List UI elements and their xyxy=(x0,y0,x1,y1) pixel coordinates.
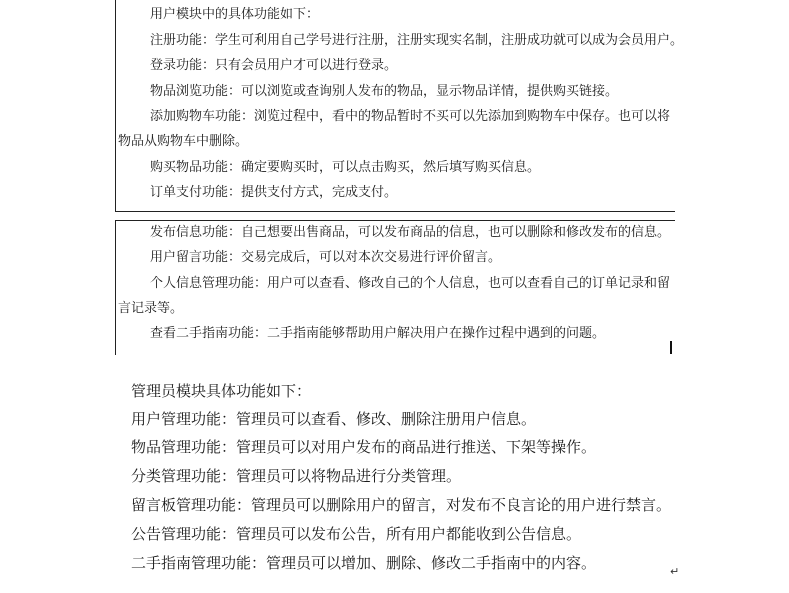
admin-message-board-mgmt: 留言板管理功能：管理员可以删除用户的留言，对发布不良言论的用户进行禁言。 xyxy=(131,496,672,514)
profile-feature: 个人信息管理功能：用户可以查看、修改自己的个人信息，也可以查看自己的订单记录和留 xyxy=(150,276,671,291)
text-cursor xyxy=(670,341,672,354)
browse-feature: 物品浏览功能：可以浏览或查询别人发布的物品，显示物品详情，提供购买链接。 xyxy=(150,84,619,99)
order-pay-feature: 订单支付功能：提供支付方式，完成支付。 xyxy=(150,185,398,200)
add-cart-feature: 添加购物车功能：浏览过程中，看中的物品暂时不买可以先添加到购物车中保存。也可以将 xyxy=(150,109,671,124)
user-module-block xyxy=(115,0,675,212)
admin-item-mgmt: 物品管理功能：管理员可以对用户发布的商品进行推送、下架等操作。 xyxy=(131,438,597,456)
user-module-heading: 用户模块中的具体功能如下： xyxy=(150,7,320,22)
register-feature: 注册功能：学生可利用自己学号进行注册，注册实现实名制，注册成功就可以成为会员用户。 xyxy=(150,33,684,48)
admin-notice-mgmt: 公告管理功能：管理员可以发布公告，所有用户都能收到公告信息。 xyxy=(131,525,582,543)
guide-feature: 查看二手指南功能：二手指南能够帮助用户解决用户在操作过程中遇到的问题。 xyxy=(150,326,606,341)
profile-feature-cont: 言记录等。 xyxy=(118,301,184,316)
login-feature: 登录功能：只有会员用户才可以进行登录。 xyxy=(150,58,398,73)
admin-module-heading: 管理员模块具体功能如下： xyxy=(131,382,312,400)
purchase-feature: 购买物品功能：确定要购买时，可以点击购买，然后填写购买信息。 xyxy=(150,160,541,175)
add-cart-feature-cont: 物品从购物车中删除。 xyxy=(118,134,249,149)
admin-category-mgmt: 分类管理功能：管理员可以将物品进行分类管理。 xyxy=(131,467,462,485)
paragraph-mark-icon: ↵ xyxy=(670,565,680,578)
admin-user-mgmt: 用户管理功能：管理员可以查看、修改、删除注册用户信息。 xyxy=(131,410,537,428)
admin-guide-mgmt: 二手指南管理功能：管理员可以增加、删除、修改二手指南中的内容。 xyxy=(131,554,597,572)
message-feature: 用户留言功能：交易完成后，可以对本次交易进行评价留言。 xyxy=(150,250,502,265)
publish-feature: 发布信息功能：自己想要出售商品，可以发布商品的信息，也可以删除和修改发布的信息。 xyxy=(150,225,671,240)
